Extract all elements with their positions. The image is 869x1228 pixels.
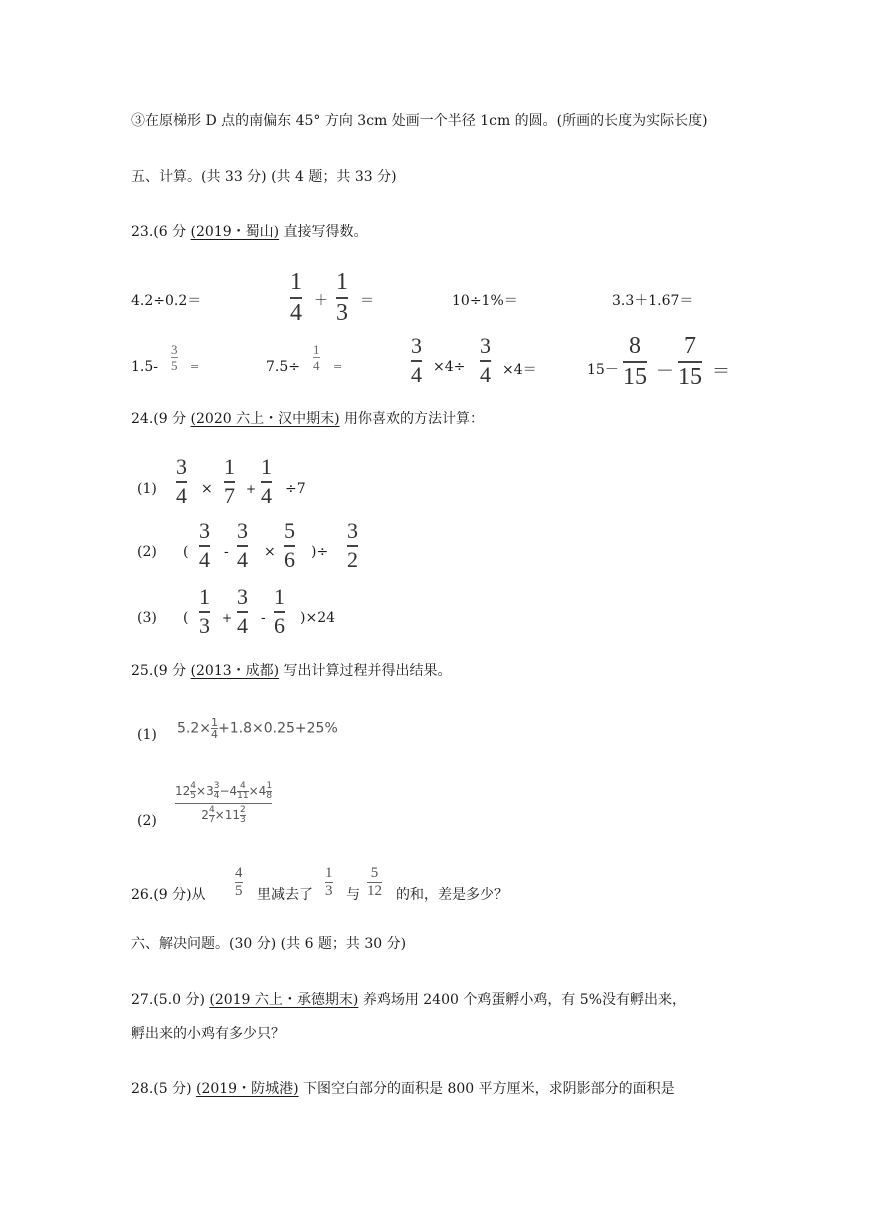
q24-p1-f2-den: 7 (224, 483, 235, 508)
q24-p3-frac3 (274, 586, 285, 637)
q24-p1-end: ÷7 (285, 481, 306, 497)
q24-p2-label: (2) (137, 544, 157, 560)
q24-p2-f2-num: 3 (237, 518, 248, 543)
q24-p3-f1-den: 3 (199, 613, 210, 638)
q25-p2-t1f-den: 5 (190, 791, 197, 801)
q24-p2-f1-num: 3 (199, 518, 210, 543)
q26-f2-den: 3 (325, 883, 333, 899)
q23-r1-frac2 (336, 270, 348, 325)
q23-r2-b-pre: 7.5÷ (266, 359, 300, 375)
q24-p3-f2-den: 4 (237, 613, 248, 638)
q23-r2-d-f2-num: 7 (684, 333, 696, 359)
q24-p1-f1-num: 3 (176, 454, 187, 479)
q25-p2-numerator (175, 782, 272, 801)
q25-p2-t4: ×4 (248, 784, 267, 798)
q25-p1-frac (211, 717, 218, 740)
q25-p1-den: 4 (211, 728, 218, 741)
q25-p2-b2: ×11 (214, 808, 240, 822)
q24-p2-frac1 (199, 520, 210, 571)
q25-p1-expression (177, 717, 338, 740)
fraction-bar (290, 297, 302, 299)
q23-r2-c-mid: ×4÷ (433, 359, 466, 375)
q23-r2-a-pre: 1.5- (131, 359, 158, 375)
q24-p3-plus: + (222, 611, 233, 625)
section5-meta: (共 4 题；共 33 分) (271, 169, 397, 185)
q24-p2-f3-den: 6 (284, 547, 295, 572)
q27-line1 (131, 990, 686, 1010)
q23-r1-frac1 (290, 270, 302, 325)
q24-p3-frac1 (199, 586, 210, 637)
q25-head: 25.(9 分 (131, 663, 191, 679)
q24-p1-f3-den: 4 (261, 483, 272, 508)
q23-r2-a-num: 3 (171, 342, 178, 357)
q22-part3-text: ③在原梯形 D 点的南偏东 45° 方向 3cm 处画一个半径 1cm 的圆。(所画的长度为实际长度) (131, 113, 708, 129)
q25-p2-t3: −4 (219, 784, 238, 798)
q26-frac2 (325, 866, 333, 899)
q25-p2-b2-frac (240, 806, 246, 825)
q26-mid1: 里减去了 (257, 887, 313, 903)
q24-p2-frac2 (237, 520, 248, 571)
q24-p2-times: × (264, 544, 276, 560)
q26-f1-num: 4 (235, 865, 243, 881)
q27-head: 27.(5.0 分) (131, 992, 210, 1008)
q23-r1-eq: ＝ (360, 293, 374, 309)
q23-r2-d-frac1 (623, 334, 647, 389)
q23-r1-f1-num: 1 (290, 269, 302, 295)
q23-r2-d-frac2 (678, 334, 702, 389)
q25-p2-t1f-num: 4 (190, 781, 197, 791)
q23-r2-d-f2-den: 15 (678, 364, 702, 390)
fraction-bar (336, 297, 348, 299)
q26-f3-den: 12 (367, 883, 382, 899)
fraction-bar (678, 361, 702, 363)
q27-line2: 孵出来的小鸡有多少只？ (131, 1026, 285, 1042)
q24-text: 用你喜欢的方法计算： (339, 411, 485, 427)
q27-source-link[interactable]: (2019 六上・承德期末) (209, 992, 359, 1008)
q24-p3-f1-num: 1 (199, 584, 210, 609)
q23-r1-a: 4.2÷0.2＝ (131, 293, 202, 309)
q25-p2-b1: 2 (201, 808, 209, 822)
q24-p3-f3-den: 6 (274, 613, 285, 638)
q24-p1-label: (1) (137, 481, 157, 497)
q26-frac3 (367, 866, 382, 899)
q23-r2-c-f2-den: 4 (480, 362, 491, 387)
q25-p2-b1f-num: 4 (208, 805, 215, 815)
q24-p2-open: ( (183, 544, 189, 560)
q24-p3-end: )×24 (300, 610, 336, 626)
q23-r1-plus: ＋ (314, 293, 328, 309)
q23-heading (131, 222, 368, 242)
q24-p3-f3-num: 1 (274, 584, 285, 609)
q25-p2-t2f-num: 3 (213, 781, 220, 791)
q24-p2-f2-den: 4 (237, 547, 248, 572)
q28-head: 28.(5 分) (131, 1081, 196, 1097)
q25-p2-t4-frac (266, 782, 272, 801)
q23-r2-d-eq: ＝ (712, 361, 730, 382)
q23-r2-a-eq: = (190, 360, 200, 373)
section6-heading (131, 934, 406, 954)
q27-text: 养鸡场用 2400 个鸡蛋孵小鸡，有 5%没有孵出来， (358, 992, 687, 1008)
q25-p2-b1f-den: 7 (208, 815, 215, 825)
q25-p2-expression (175, 782, 272, 825)
q24-p3-frac2 (237, 586, 248, 637)
q23-r2-d-pre: 15－ (587, 362, 619, 378)
q25-p1-label: (1) (137, 727, 157, 743)
q24-p2-f4-den: 2 (347, 547, 358, 572)
q24-p1-plus: + (246, 482, 257, 496)
q24-p1-times: × (201, 481, 213, 497)
q26-end: 的和，差是多少？ (396, 887, 508, 903)
q23-r2-c-f1-num: 3 (411, 333, 422, 358)
q23-text: 直接写得数。 (279, 224, 368, 240)
q28-source-link[interactable]: (2019・防城港) (196, 1081, 299, 1097)
q24-source-link[interactable]: (2020 六上・汉中期末) (190, 411, 340, 427)
q26-f2-num: 1 (325, 865, 333, 881)
q23-r2-a-den: 5 (171, 358, 178, 373)
q23-r2-c-f1-den: 4 (411, 362, 422, 387)
q24-p1-frac3 (261, 456, 272, 507)
q24-p3-label: (3) (137, 610, 157, 626)
q23-r2-a-frac (171, 343, 178, 372)
q25-p2-t1: 12 (175, 784, 191, 798)
q24-p2-f4-num: 3 (347, 518, 358, 543)
q26-head: 26.(9 分)从 (131, 887, 206, 903)
q24-head: 24.(9 分 (131, 411, 191, 427)
section5-heading (131, 167, 397, 187)
q23-r2-c-end: ×4＝ (502, 362, 537, 378)
q24-p2-minus: - (224, 544, 229, 560)
q25-p2-main-bar (175, 803, 272, 804)
q25-p2-t3-frac (237, 782, 248, 801)
q23-r2-b-eq: = (333, 360, 343, 373)
q25-p2-t4f-den: 8 (266, 791, 273, 801)
q24-p1-frac2 (224, 456, 235, 507)
section5-title: 五、计算。(共 33 分) (131, 169, 267, 185)
q25-p2-t2: ×3 (196, 784, 214, 798)
section6-meta: (共 6 题；共 30 分) (280, 936, 407, 952)
q24-p3-f2-num: 3 (237, 584, 248, 609)
q23-source-link[interactable]: (2019・蜀山) (190, 224, 280, 240)
q23-r2-b-num: 1 (313, 342, 320, 357)
q25-p1-pre: 5.2× (177, 720, 211, 737)
q25-p1-post: +1.8×0.25+25% (218, 720, 338, 737)
q24-p1-f1-den: 4 (176, 483, 187, 508)
q24-p2-f1-den: 4 (199, 547, 210, 572)
q23-r2-c-f2-num: 3 (480, 333, 491, 358)
q23-r2-d-minus: － (656, 361, 674, 382)
q23-r2-c-frac2 (480, 335, 491, 386)
q24-p1-f3-num: 1 (261, 454, 272, 479)
q24-p2-close: )÷ (311, 544, 329, 560)
q25-p2-label: (2) (137, 813, 157, 829)
q24-p2-f3-num: 5 (284, 518, 295, 543)
q25-p1-num: 1 (211, 716, 218, 729)
q26-frac1 (235, 866, 243, 899)
q23-r2-d-f1-den: 15 (623, 364, 647, 390)
q24-p3-open: ( (183, 610, 189, 626)
q24-heading (131, 409, 484, 429)
q23-r2-c-frac1 (411, 335, 422, 386)
q24-p1-frac1 (176, 456, 187, 507)
q25-heading (131, 661, 452, 681)
q25-p2-b2f-num: 2 (240, 805, 246, 815)
section6-title: 六、解决问题。(30 分) (131, 936, 277, 952)
q28-line1 (131, 1079, 675, 1099)
q26-mid2: 与 (346, 887, 360, 903)
q23-r2-d-f1-num: 8 (629, 333, 641, 359)
q25-p2-denominator (201, 806, 245, 825)
q26-f1-den: 5 (235, 883, 243, 899)
q28-text: 下图空白部分的面积是 800 平方厘米，求阴影部分的面积是 (298, 1081, 675, 1097)
q25-p2-b2f-den: 3 (240, 815, 246, 825)
q24-p2-frac3 (284, 520, 295, 571)
q25-p2-t4f-num: 1 (266, 781, 273, 791)
q23-r2-b-den: 4 (313, 358, 320, 373)
q23-head: 23.(6 分 (131, 224, 191, 240)
q26-f3-num: 5 (370, 865, 379, 881)
q23-r2-b-frac (313, 343, 320, 372)
q25-p2-t3f-num: 4 (240, 781, 246, 791)
q25-source-link[interactable]: (2013・成都) (190, 663, 280, 679)
q25-p2-t2f-den: 4 (213, 791, 220, 801)
q24-p1-f2-num: 1 (224, 454, 235, 479)
q23-r1-f2-num: 1 (336, 269, 348, 295)
q25-text: 写出计算过程并得出结果。 (279, 663, 452, 679)
q25-p2-t3f-den: 11 (237, 791, 249, 801)
q23-r1-c: 10÷1%＝ (452, 293, 518, 309)
q24-p2-frac4 (347, 520, 358, 571)
q23-r1-f2-den: 3 (336, 300, 348, 326)
q24-p3-minus: - (261, 610, 266, 626)
q23-r1-f1-den: 4 (290, 300, 302, 326)
fraction-bar (623, 361, 647, 363)
q23-r1-d: 3.3＋1.67＝ (612, 293, 694, 309)
